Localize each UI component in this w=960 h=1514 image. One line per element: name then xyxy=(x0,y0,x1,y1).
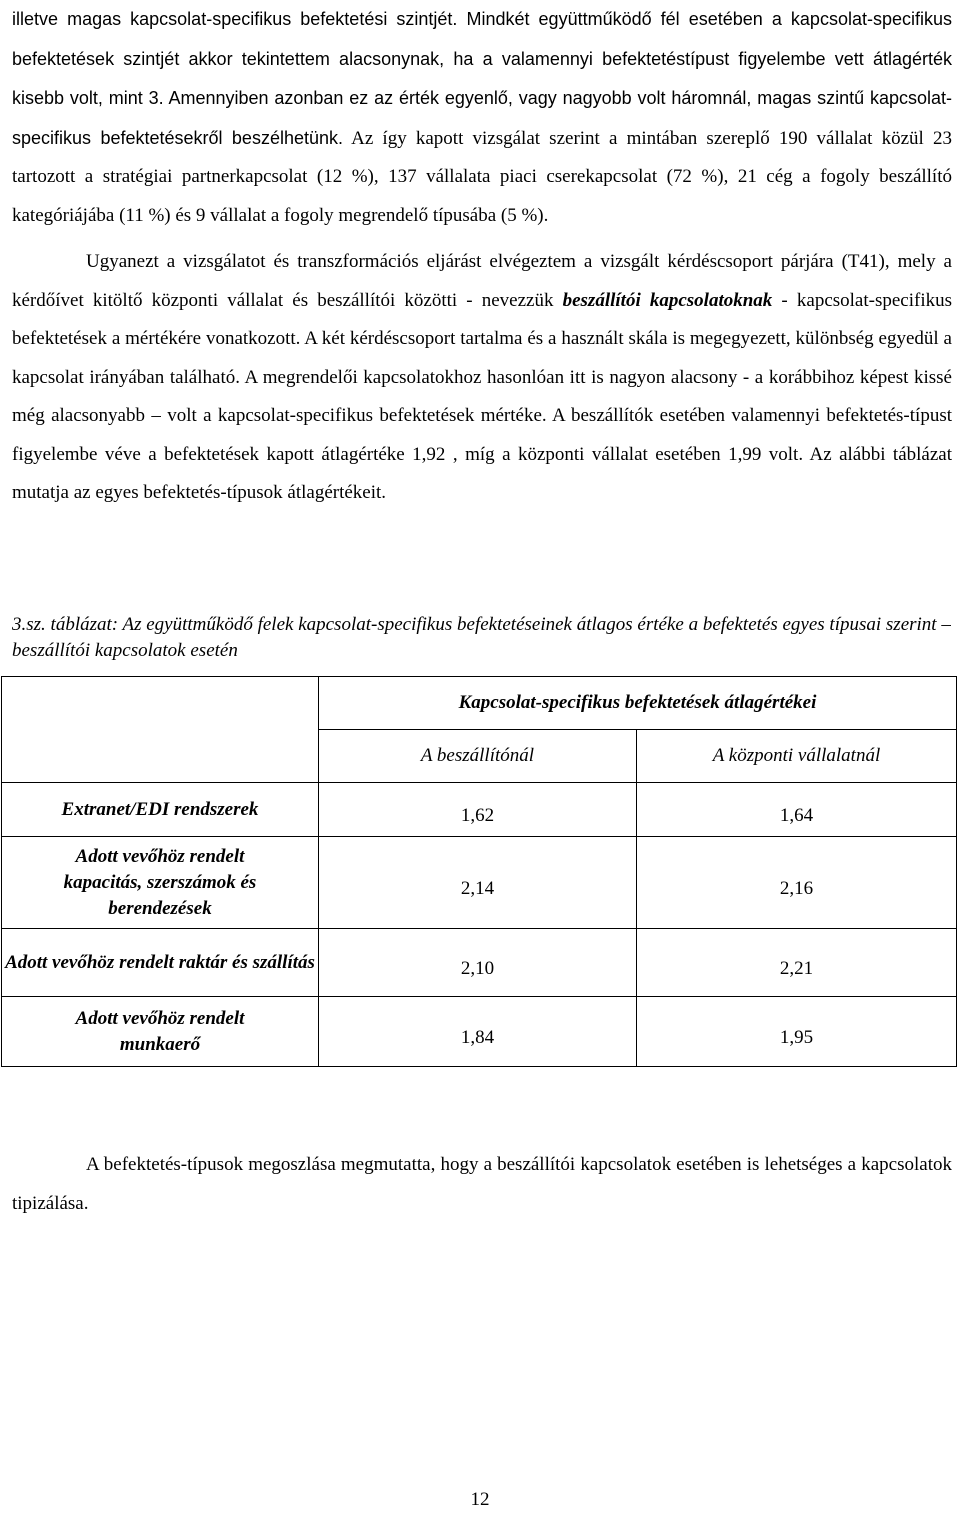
table-group-header: Kapcsolat-specifikus befektetések átlagértékei xyxy=(319,677,957,730)
paragraph-2-text-a: Ugyanezt a vizsgálatot és transzformációs eljárást elvégeztem a vizsgált kérdéscsoport párjára (T41), mely a kérdőívet kitöltő központi vállalat és beszállítói közötti - nevezzük xyxy=(12,251,952,311)
paragraph-3: A befektetés-típusok megoszlása megmutatta, hogy a beszállítói kapcsolatok esetében is lehetséges a kapcsolatok tipizálása. xyxy=(12,1154,952,1214)
table-row xyxy=(2,929,957,997)
supplier-value: 1,62 xyxy=(319,783,637,837)
row-label: Adott vevőhöz rendelt raktár és szállítás xyxy=(2,929,319,997)
closing-text xyxy=(12,1146,952,1223)
paragraph-2-emphasis: beszállítói kapcsolatoknak xyxy=(562,289,773,311)
paragraph-1 xyxy=(12,0,952,235)
paragraph-2-text-b: - kapcsolat-specifikus befektetések a mértékére vonatkozott. A két kérdéscsoport tartalma és a használt skála is megegyezett, különbség egyedül a kapcsolat irányában található. A megrendelői kapcsolatokhoz hasonlóan itt is nagyon alacsony - a korábbihoz képest kissé még alacsonyabb – volt a kapcsolat-specifikus befektetések mértéke. A beszállítók esetében valamennyi befektetés-típust figyelembe véve a befektetések kapott átlagértéke 1,92 , míg a központi vállalat esetében 1,99 volt. Az alábbi táblázat mutatja az egyes befektetés-típusok átlagértékeit. xyxy=(12,289,952,503)
table-header-row xyxy=(2,677,957,730)
investment-table xyxy=(1,676,957,1067)
paragraph-1-sans-text: illetve magas kapcsolat-specifikus befektetési szintjét. Mindkét együttműködő fél esetében a kapcsolat-specifikus befektetések szintjét akkor tekintettem alacsonynak, ha a valamennyi befektetéstípust figyelembe vett átlagérték kisebb volt, mint 3. Amennyiben azonban ez az érték egyenlő, vagy nagyobb volt háromnál, magas szintű kapcsolat-specifikus befektetésekről beszélhetünk. xyxy=(12,9,952,148)
table-row xyxy=(2,837,957,929)
supplier-value: 2,10 xyxy=(319,929,637,997)
central-value: 1,95 xyxy=(637,997,957,1067)
table-row xyxy=(2,997,957,1067)
table-corner-cell xyxy=(2,677,319,783)
table-caption: 3.sz. táblázat: Az együttműködő felek kapcsolat-specifikus befektetéseinek átlagos értéke a befektetés egyes típusai szerint – beszállítói kapcsolatok esetén xyxy=(12,614,951,661)
column-header-central: A központi vállalatnál xyxy=(637,730,957,783)
central-value: 2,21 xyxy=(637,929,957,997)
row-label: Adott vevőhöz rendelt munkaerő xyxy=(2,997,319,1067)
row-label: Adott vevőhöz rendelt kapacitás, szerszámok és berendezések xyxy=(2,837,319,929)
page-number: 12 xyxy=(470,1489,490,1510)
column-header-supplier: A beszállítónál xyxy=(319,730,637,783)
row-label: Extranet/EDI rendszerek xyxy=(2,783,319,837)
table-row xyxy=(2,783,957,837)
central-value: 1,64 xyxy=(637,783,957,837)
paragraph-2 xyxy=(12,243,952,513)
central-value: 2,16 xyxy=(637,837,957,929)
supplier-value: 1,84 xyxy=(319,997,637,1067)
body-text xyxy=(12,0,952,513)
paragraph-1-serif-text: Az így kapott vizsgálat szerint a mintában szereplő 190 vállalat közül 23 tartozott a stratégiai partnerkapcsolat (12 %), 137 vállalata piaci cserekapcsolat (72 %), 21 cég a fogoly beszállító kategóriájába (11 %) és 9 vállalat a fogoly megrendelő típusába (5 %). xyxy=(12,127,952,226)
supplier-value: 2,14 xyxy=(319,837,637,929)
